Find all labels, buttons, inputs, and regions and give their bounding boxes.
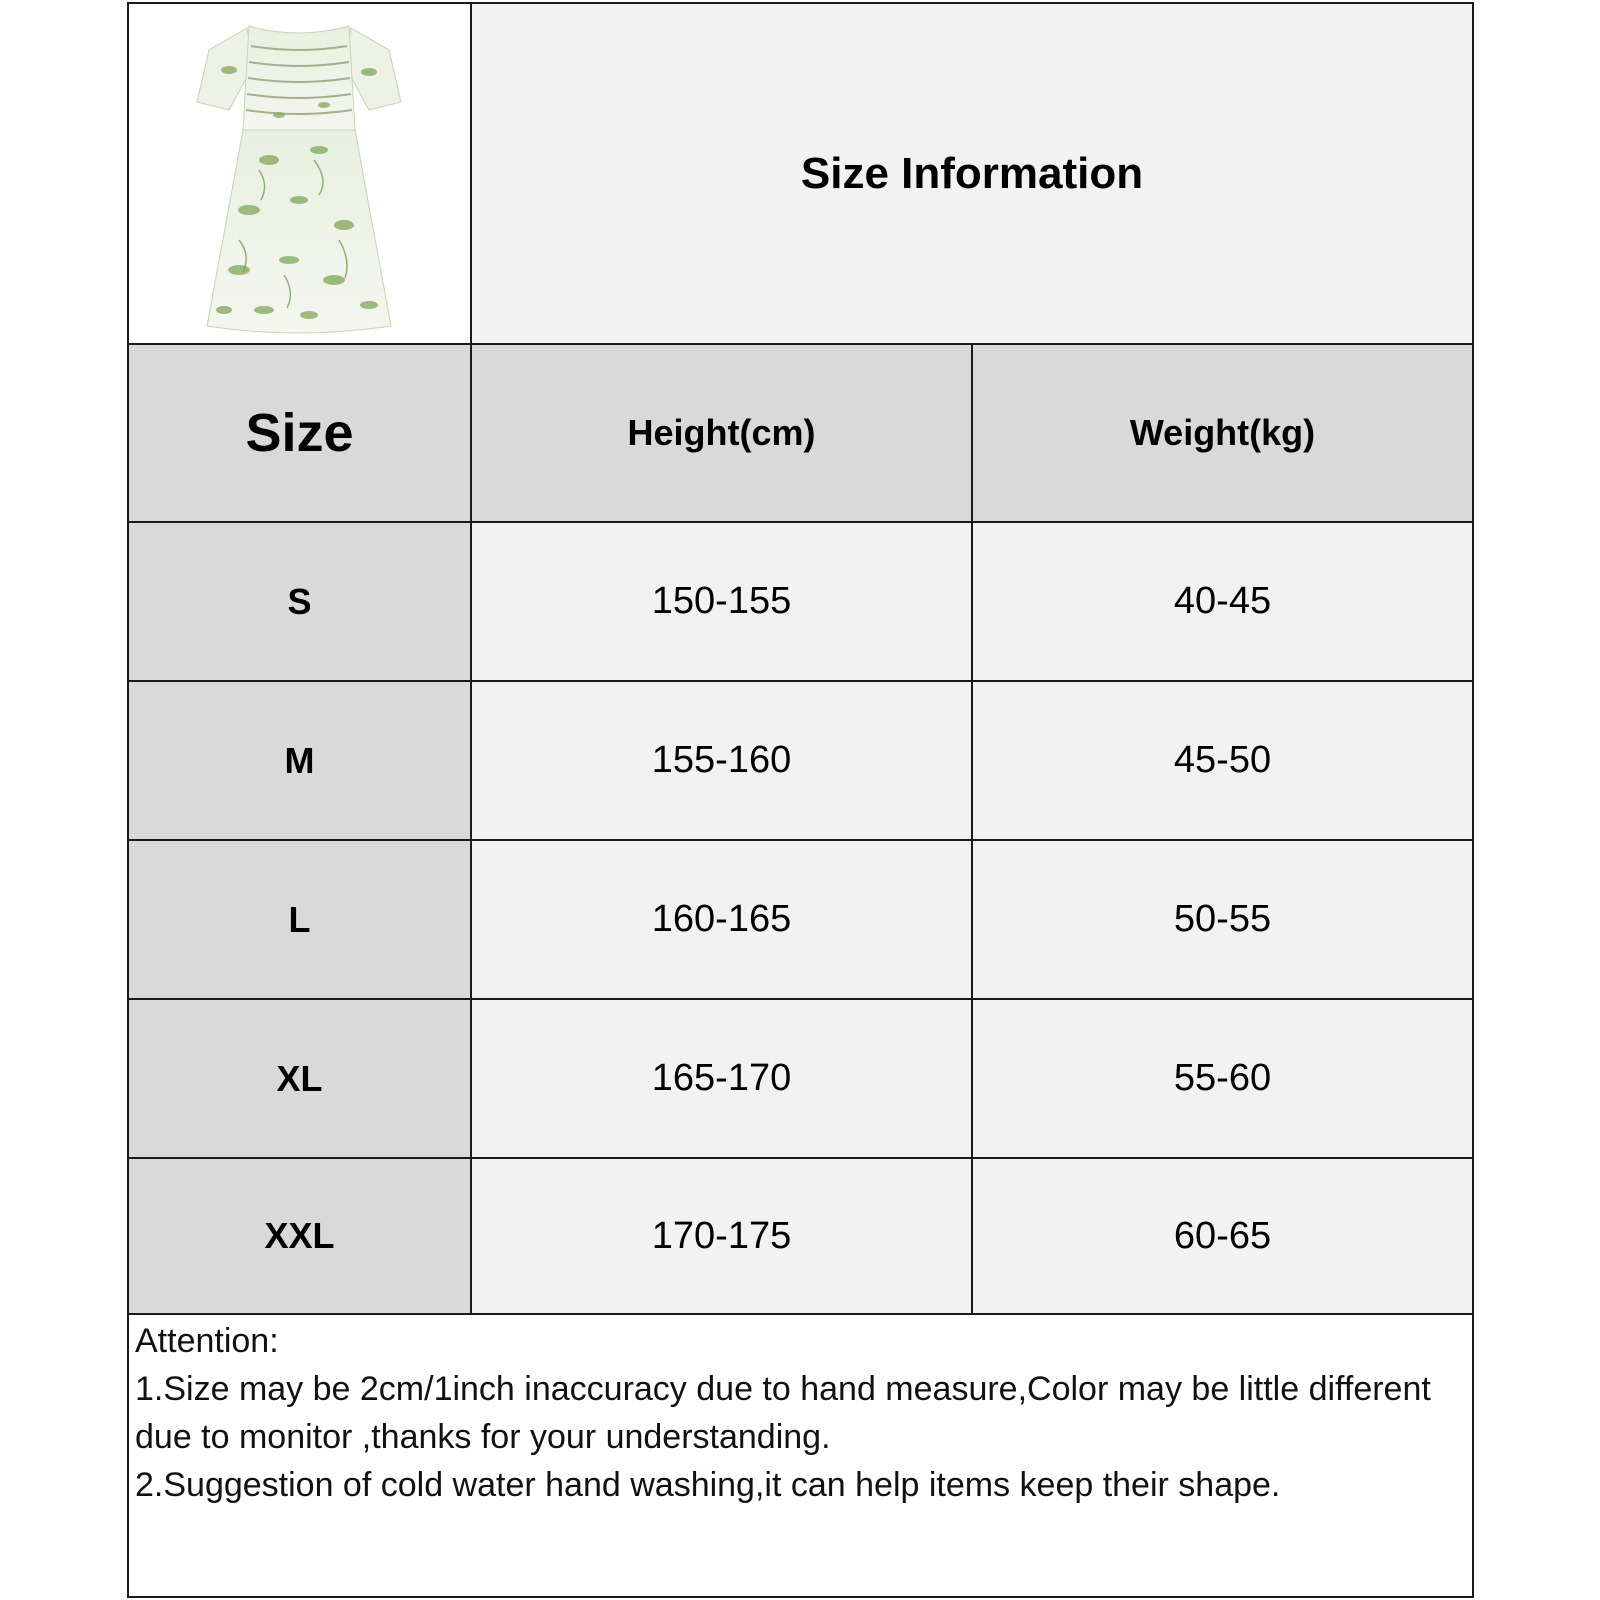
grid-line: [129, 1157, 1472, 1159]
grid-line: [129, 998, 1472, 1000]
grid-line: [129, 521, 1472, 523]
page-title: Size Information: [472, 4, 1472, 343]
dress-image-icon: [169, 10, 429, 338]
header-size: Size: [129, 345, 470, 521]
size-cell: M: [129, 682, 470, 839]
size-cell: S: [129, 523, 470, 680]
size-chart: [127, 2, 1474, 1598]
header-weight: Weight(kg): [973, 345, 1472, 521]
notes-heading: Attention:: [135, 1322, 279, 1360]
grid-line: [129, 680, 1472, 682]
height-cell: 165-170: [472, 1000, 971, 1157]
height-cell: 160-165: [472, 841, 971, 998]
notes-line-1: 1.Size may be 2cm/1inch inaccuracy due to hand measure,Color may be little different due to monitor ,thanks for your understanding.: [135, 1370, 1431, 1456]
grid-line: [129, 839, 1472, 841]
height-cell: 170-175: [472, 1159, 971, 1313]
weight-cell: 45-50: [973, 682, 1472, 839]
height-cell: 155-160: [472, 682, 971, 839]
weight-cell: 50-55: [973, 841, 1472, 998]
attention-notes: [129, 1315, 1472, 1596]
grid-line: [971, 343, 973, 1315]
header-height: Height(cm): [472, 345, 971, 521]
height-cell: 150-155: [472, 523, 971, 680]
size-cell: XXL: [129, 1159, 470, 1313]
size-cell: XL: [129, 1000, 470, 1157]
weight-cell: 60-65: [973, 1159, 1472, 1313]
product-photo: [129, 4, 470, 343]
notes-line-2: 2.Suggestion of cold water hand washing,it can help items keep their shape.: [135, 1466, 1281, 1504]
weight-cell: 55-60: [973, 1000, 1472, 1157]
grid-line: [470, 4, 472, 1315]
weight-cell: 40-45: [973, 523, 1472, 680]
grid-line: [129, 343, 1472, 345]
size-cell: L: [129, 841, 470, 998]
